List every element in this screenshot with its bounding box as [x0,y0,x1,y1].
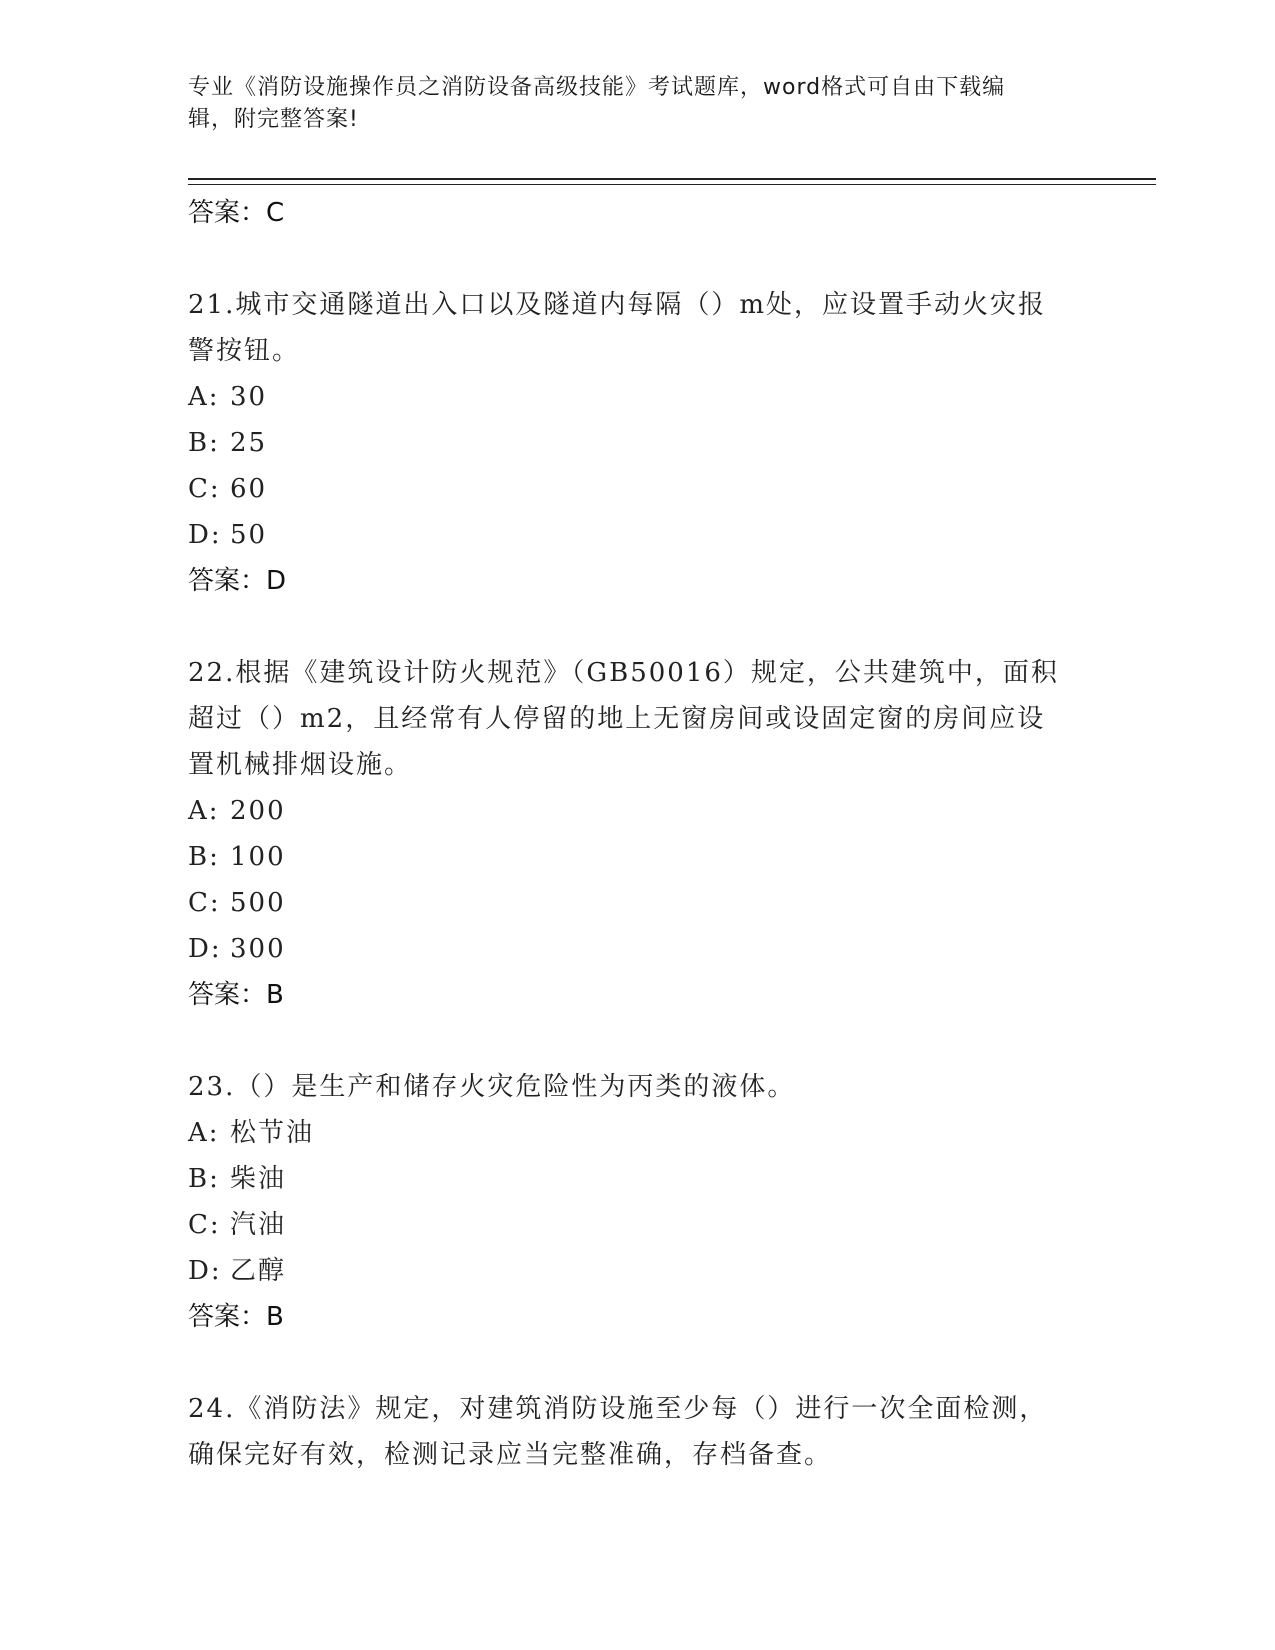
option-a: A: 200 [188,796,286,826]
question-text-line: 警按钮。 [188,336,301,366]
option-b: B: 100 [188,842,286,872]
option-c: C: 60 [188,474,268,504]
question-21 [188,282,1088,604]
option-c: C: 汽油 [188,1210,287,1240]
option-b: B: 25 [188,428,268,458]
question-text-line: 确保完好有效，检测记录应当完整准确，存档备查。 [188,1440,833,1470]
header-line-1: 专业《消防设施操作员之消防设备高级技能》考试题库，word格式可自由下载编 [188,75,1006,100]
question-text-line: 超过（）m2，且经常有人停留的地上无窗房间或设固定窗的房间应设 [188,704,1046,734]
option-a: A: 松节油 [188,1118,315,1148]
option-a: A: 30 [188,382,268,412]
option-d: D: 300 [188,934,286,964]
answer: 答案：B [188,980,284,1010]
answer: 答案：B [188,1302,284,1332]
document-header [188,72,1088,136]
header-divider-thin [188,184,1156,185]
question-text-line: 22.根据《建筑设计防火规范》（GB50016）规定，公共建筑中，面积 [188,658,1059,688]
header-divider-thick [188,178,1156,180]
option-d: D: 乙醇 [188,1256,287,1286]
question-24 [188,1386,1088,1478]
option-b: B: 柴油 [188,1164,287,1194]
question-text-line: 23.（）是生产和储存火灾危险性为丙类的液体。 [188,1072,796,1102]
question-text-line: 24.《消防法》规定，对建筑消防设施至少每（）进行一次全面检测， [188,1394,1048,1424]
question-text-line: 21.城市交通隧道出入口以及隧道内每隔（）m处，应设置手动火灾报 [188,290,1047,320]
answer: 答案：D [188,566,287,596]
question-23 [188,1064,1088,1340]
option-d: D: 50 [188,520,268,550]
document-body [188,190,1088,1478]
previous-answer: 答案：C [188,198,285,228]
question-text-line: 置机械排烟设施。 [188,750,413,780]
header-line-2: 辑，附完整答案! [188,107,359,132]
option-c: C: 500 [188,888,286,918]
question-22 [188,650,1088,1018]
